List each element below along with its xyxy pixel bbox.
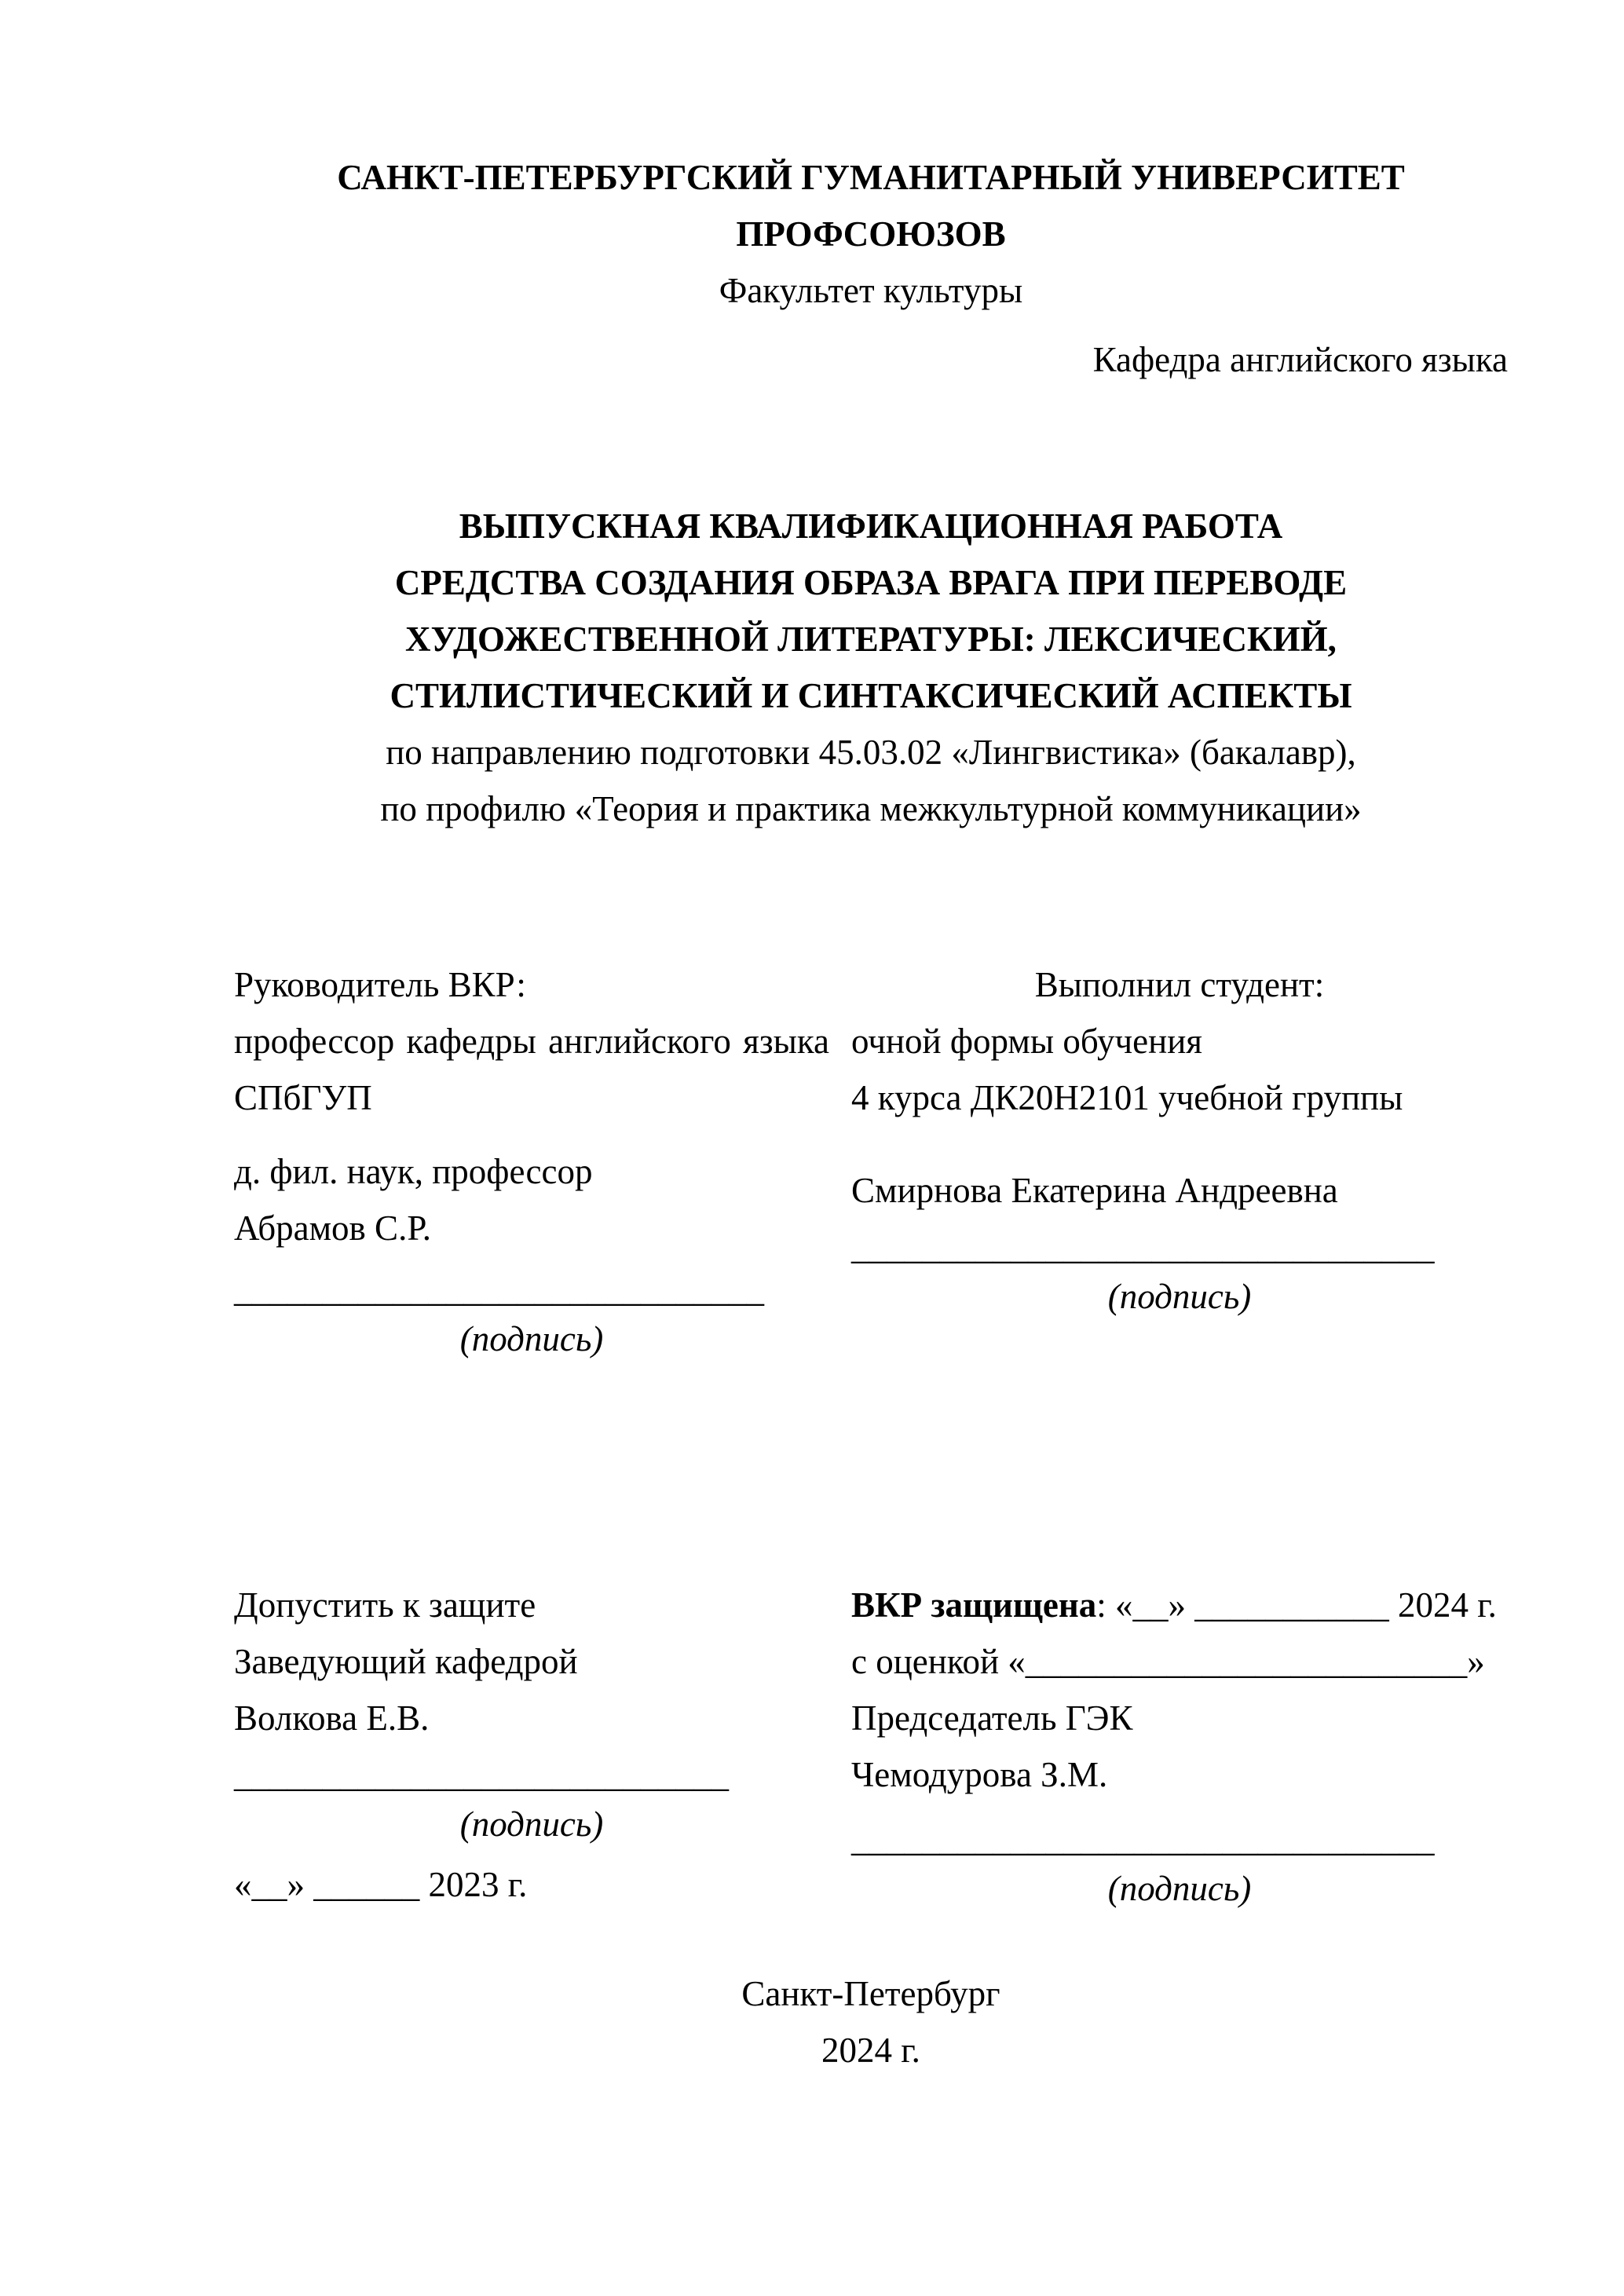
supervisor-signature-line: ______________________________	[234, 1270, 764, 1309]
faculty-name: Факультет культуры	[719, 271, 1023, 310]
defense-grade-line: с оценкой «_________________________»	[851, 1642, 1485, 1681]
student-study-form: очной формы обучения	[851, 1022, 1202, 1061]
supervisor-position: профессор кафедры английского языка СПбГУП	[234, 1022, 829, 1117]
student-group: 4 курса ДК20Н2101 учебной группы	[851, 1078, 1403, 1117]
defense-signature-caption: (подпись)	[1107, 1869, 1252, 1908]
footer-year: 2024 г.	[821, 2031, 920, 2070]
defense-signature-line: _________________________________	[851, 1819, 1435, 1859]
program-line: по направлению подготовки 45.03.02 «Лингвистика» (бакалавр),	[386, 733, 1356, 772]
defense-status-line	[851, 1577, 1508, 1633]
work-type-heading: ВЫПУСКНАЯ КВАЛИФИКАЦИОННАЯ РАБОТА	[459, 506, 1283, 546]
admission-date-line: «__» ______ 2023 г.	[234, 1865, 528, 1904]
department-name: Кафедра английского языка	[1092, 340, 1508, 379]
header-block	[234, 149, 1508, 388]
work-block	[234, 498, 1508, 837]
admission-line-2: Заведующий кафедрой	[234, 1642, 578, 1681]
work-title: СРЕДСТВА СОЗДАНИЯ ОБРАЗА ВРАГА ПРИ ПЕРЕВОДЕ ХУДОЖЕСТВЕННОЙ ЛИТЕРАТУРЫ: ЛЕКСИЧЕСКИЙ, СТИЛИСТИЧЕСКИЙ И СИНТАКСИЧЕСКИЙ АСПЕКТЫ	[390, 563, 1352, 715]
admission-block	[234, 1577, 829, 1913]
footer-block	[234, 1965, 1508, 2078]
supervisor-student-section	[234, 956, 1508, 1360]
student-label: Выполнил студент:	[1034, 965, 1325, 1004]
supervisor-label: Руководитель ВКР:	[234, 965, 526, 1004]
supervisor-name: Абрамов С.Р.	[234, 1208, 431, 1248]
defense-chair-name: Чемодурова З.М.	[851, 1755, 1108, 1794]
student-name: Смирнова Екатерина Андреевна	[851, 1171, 1338, 1210]
defense-chair-title: Председатель ГЭК	[851, 1698, 1133, 1738]
university-name: САНКТ-ПЕТЕРБУРГСКИЙ ГУМАНИТАРНЫЙ УНИВЕРСИТЕТ ПРОФСОЮЗОВ	[337, 158, 1405, 254]
footer-city: Санкт-Петербург	[741, 1974, 1000, 2013]
defense-block	[851, 1577, 1508, 1910]
profile-line: по профилю «Теория и практика межкультурной коммуникации»	[380, 789, 1362, 828]
supervisor-degree: д. фил. наук, профессор	[234, 1152, 593, 1191]
student-signature-caption: (подпись)	[1107, 1277, 1252, 1316]
student-signature-line: _________________________________	[851, 1227, 1435, 1267]
defense-status-label: ВКР защищена	[851, 1585, 1097, 1625]
defense-status-rest: : «__» ___________ 2024 г.	[1096, 1585, 1497, 1625]
admission-head-name: Волкова Е.В.	[234, 1698, 430, 1738]
admission-defense-section	[234, 1577, 1508, 1913]
admission-signature-line: ____________________________	[234, 1755, 729, 1794]
supervisor-signature-caption: (подпись)	[459, 1319, 604, 1358]
supervisor-block	[234, 956, 829, 1360]
admission-line-1: Допустить к защите	[234, 1585, 536, 1625]
student-block	[851, 956, 1508, 1318]
admission-signature-caption: (подпись)	[459, 1804, 604, 1844]
